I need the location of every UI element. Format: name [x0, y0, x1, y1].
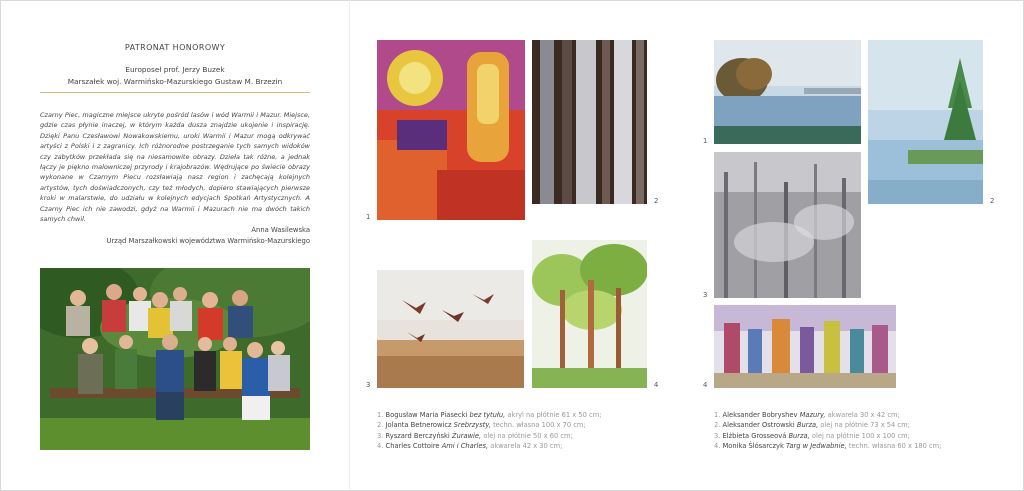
caption-tech: akwarela 42 x 30 cm;: [490, 441, 563, 450]
caption-artist: Ryszard Berczyński: [385, 431, 450, 440]
caption-tech: akwarela 30 x 42 cm;: [827, 411, 900, 419]
caption-artist: Monika Ślósarczyk: [722, 441, 784, 450]
caption-title: Ami i Charles,: [441, 441, 489, 450]
caption-item: [377, 420, 667, 430]
center-fold: [349, 0, 350, 491]
signature-name: Anna Wasilewska: [251, 226, 310, 234]
intro-text: Czarny Piec, magiczne miejsce ukryte pośród lasów i wód Warmii i Mazur. Miejsce, gdzie czas płynie inaczej, w którym każda dusza znajdzie ukojenie i inspirację. Dzięki Panu Czesławowi Nowakowskiemu, uroki Warmii i Mazur mogą odkrywać artyści z Polski i z zagranicy. Ich różnorodne postrzeganie tych samych widoków czy zabytków przekłada się na niesamowite obrazy. Dzieła tak różne, a jednak łączy je piękno malowniczej przyrody i krajobrazów. Wędrujące po świecie obrazy wykonane w Czarnym Piecu rozsławiają nasz region i zachęcają kolejnych artystów, tych doświadczonych, czy też młodych, dopiero stawiających pierwsze kroki w malarstwie, do udziału w kolejnych edycjach Spotkań Artystycznych. A Czarny Piec ich nie zawodzi, gdyż na Warmii i Mazurach nie ma dwóch takich samych chwil.: [40, 111, 310, 224]
caption-artist: Charles Cottoire: [385, 441, 440, 450]
caption-n: 2.: [714, 421, 721, 430]
caption-title: Burza,: [788, 431, 810, 440]
caption-item: [377, 441, 667, 451]
caption-tech: olej na płótnie 100 x 100 cm;: [811, 431, 910, 440]
caption-item: [714, 441, 1014, 451]
caption-title: bez tytułu,: [469, 411, 506, 419]
right-num-2: 2: [990, 197, 995, 205]
caption-artist: Aleksander Ostrowski: [722, 421, 795, 430]
caption-item: [377, 431, 667, 441]
caption-title: Żurawie,: [451, 431, 482, 440]
painting-bobryshev: [714, 40, 861, 144]
right-num-1: 1: [703, 137, 708, 145]
caption-tech: olej na płótnie 73 x 54 cm;: [820, 421, 910, 430]
painting-slosarczyk: [714, 305, 896, 388]
caption-tech: olej na płótnie 50 x 60 cm;: [483, 431, 573, 440]
right-caption-list: [714, 410, 1014, 451]
caption-n: 1.: [377, 411, 384, 419]
group-photo: [40, 268, 310, 450]
caption-n: 3.: [714, 431, 721, 440]
caption-title: Targ w Jedwabnie,: [786, 441, 847, 450]
caption-tech: akryl na płótnie 61 x 50 cm;: [507, 411, 602, 419]
caption-n: 4.: [714, 441, 721, 450]
caption-title: Burza,: [796, 421, 819, 430]
caption-item: [714, 420, 1014, 430]
middle-num-2: 2: [654, 197, 659, 205]
caption-n: 4.: [377, 441, 384, 450]
caption-tech: techn. własna 60 x 180 cm;: [848, 441, 942, 450]
caption-artist: Bogusław Maria Piasecki: [385, 411, 468, 419]
caption-n: 3.: [377, 431, 384, 440]
right-num-3: 3: [703, 291, 708, 299]
patron-brzezin: Marszałek woj. Warmińsko-Mazurskiego Gustaw M. Brzezin: [67, 77, 283, 86]
caption-title: Srebrzysty,: [453, 421, 491, 430]
caption-artist: Jolanta Betnerowicz: [385, 421, 452, 430]
middle-num-4: 4: [654, 381, 659, 389]
caption-artist: Aleksander Bobryshev: [722, 411, 798, 419]
gold-rule: [40, 92, 310, 93]
signature-org: Urząd Marszałkowski województwa Warmińsko-Mazurskiego: [106, 237, 310, 245]
caption-n: 2.: [377, 421, 384, 430]
patronage-heading: PATRONAT HONOROWY: [124, 43, 226, 52]
caption-item: [377, 410, 667, 420]
painting-cottoire: [532, 240, 647, 388]
painting-betnerowicz: [532, 40, 647, 204]
painting-piasecki: [377, 40, 525, 220]
right-num-4: 4: [703, 381, 708, 389]
middle-caption-list: [377, 410, 667, 451]
caption-artist: Elżbieta Grosseová: [722, 431, 787, 440]
caption-title: Mazury,: [799, 411, 826, 419]
painting-berczynski: [377, 270, 524, 388]
painting-ostrowski: [868, 40, 983, 204]
caption-tech: techn. własna 100 x 70 cm;: [493, 421, 586, 430]
painting-grosseova: [714, 152, 861, 298]
caption-n: 1.: [714, 411, 721, 419]
patron-buzek: Europoseł prof. Jerzy Buzek: [125, 65, 225, 74]
caption-item: [714, 431, 1014, 441]
caption-item: [714, 410, 1014, 420]
middle-num-1: 1: [366, 213, 371, 221]
middle-num-3: 3: [366, 381, 371, 389]
